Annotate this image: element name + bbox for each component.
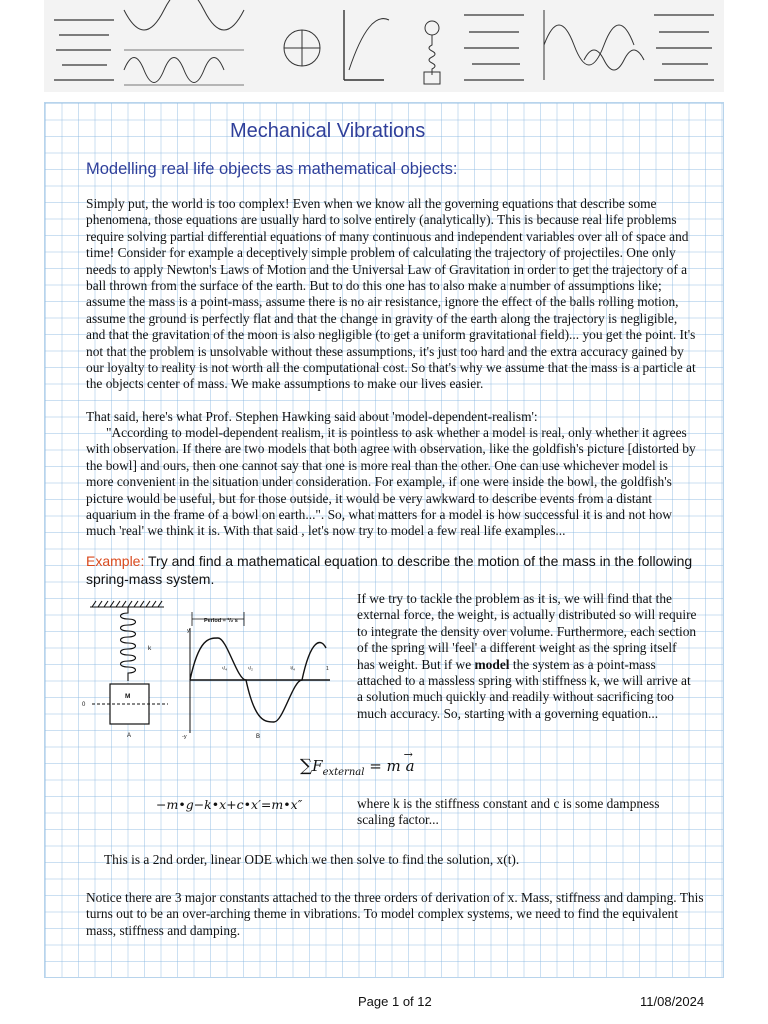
y-axis-label: y [187,628,190,634]
example-prompt [86,553,708,588]
sum-symbol: ∑ [300,756,313,776]
model-explanation-paragraph [357,591,697,722]
model-explanation-part-2: the system as a point-mass attached to a massless spring with stiffness k, we will arrive at a solution much quickly and readily without sacrificing too much accuracy. So, starting with a governing equation... [357,656,691,721]
page-number: Page 1 of 12 [358,994,432,1009]
ode-statement: This is a 2nd order, linear ODE which we then solve to find the solution, x(t). [104,852,520,867]
notice-paragraph: Notice there are 3 major constants attached to the three orders of derivation of x. Mass, stiffness and damping. This turns out to be an over-arching theme in vibrations. To model complex systems, we need to find the equivalent mass, stiffness and damping. [86,890,704,938]
neg-y-axis-label: -y [182,734,187,740]
spring-coil [121,607,136,681]
spring-k-label: k [148,645,152,652]
force-subscript: external [322,767,365,778]
acceleration-vector [403,748,415,775]
tick-one-label: 1 [326,666,329,672]
example-label: Example: [86,553,145,569]
footer-date: 11/08/2024 [640,994,705,1009]
mass-m-label: M [125,693,131,700]
hawking-quote-paragraph: "According to model-dependent realism, it is pointless to ask whether a model is real, only whether it agrees with observation. If there are two models that both agree with observation, like the goldfish's picture [distorted by the bowl] and ours, then one cannot say that one is more real than the other. One can use whichever model is more convenient in the situation under consideration. For example, if one were inside the bowl, the goldfish's picture would be useful, but for those outside, it would be very awkward to describe events from a distant aquarium in the frame of a bowl on earth...". So, what matters for a model is how successful it is and not how much 'real' we think it is. With that said , let's now try to model a few real life examples... [86,425,696,539]
model-explanation-part-1: If we try to tackle the problem as it is, we will find that the external force, the weight, is actually distributed so will require to integrate the density over volume. Furthermore, each section of the spring will 'feel' a different weight as the spring itself has weight. But if we [357,591,697,672]
tick-half-label: ¹/₂ [248,666,253,672]
equation-note: where k is the stiffness constant and c is some dampness scaling factor... [357,796,660,828]
intro-paragraph: Simply put, the world is too complex! Even when we know all the governing equations that describe some phenomena, those equations are usually hard to solve entirely (analytically). This is because real life problems require solving partial differential equations of many continuous and independent variables over all of space and time! Consider for example a deceptively simple problem of calculating the trajectory of projectiles. One only needs to apply Newton's Laws of Motion and the Universal Law of Gravitation in order to get the trajectory of a ball thrown from the surface of the earth. But to do this one has to also make a number of assumptions like; assume the mass is a point-mass, assume there is no air resistance, ignore the effect of the balls rolling motion, assume the ground is perfectly flat and that the change in gravity of the earth along the trajectory is negligible, and that the gravitation of the moon is also negligible (to get a uniform gravitational field)... you get the point. It's not that the problem is unsolvable without these assumptions, it's just too hard and the extra accuracy gained by our loyalty to reality is not worth all the computational cost. So that's why we assume that the mass is a particle at the objects center of mass. We make assumptions to make our lives easier. [86,196,696,392]
example-text: Try and find a mathematical equation to describe the motion of the mass in the following spring-mass system. [86,553,693,587]
section-subtitle: Modelling real life objects as mathematical objects: [86,160,458,178]
equation-rhs: = m [369,757,401,775]
zero-label: 0 [82,702,86,708]
tick-quarter-label: ¹/₄ [222,666,228,672]
acceleration-symbol: a [405,757,415,775]
vector-arrow-icon: → [403,748,413,761]
page-title: Mechanical Vibrations [230,120,426,142]
label-b: B [256,734,261,740]
spring-mass-figure [82,598,342,743]
banner-illustration [44,0,724,92]
motion-equation: −m•g−k•x+c•x′=m•x″ [156,797,303,812]
governing-equation [300,748,415,778]
period-label: Period = ¹/₂ s [204,618,238,624]
quote-intro-line: That said, here's what Prof. Stephen Hawking said about 'model-dependent-realism': [86,409,538,424]
equations-banner-image [44,0,724,92]
model-emphasis: model [474,656,510,672]
tick-three-quarter-label: ³/₄ [290,666,296,672]
ceiling-hatch [90,601,164,607]
label-a: A [127,733,132,739]
force-symbol: F [312,757,323,775]
